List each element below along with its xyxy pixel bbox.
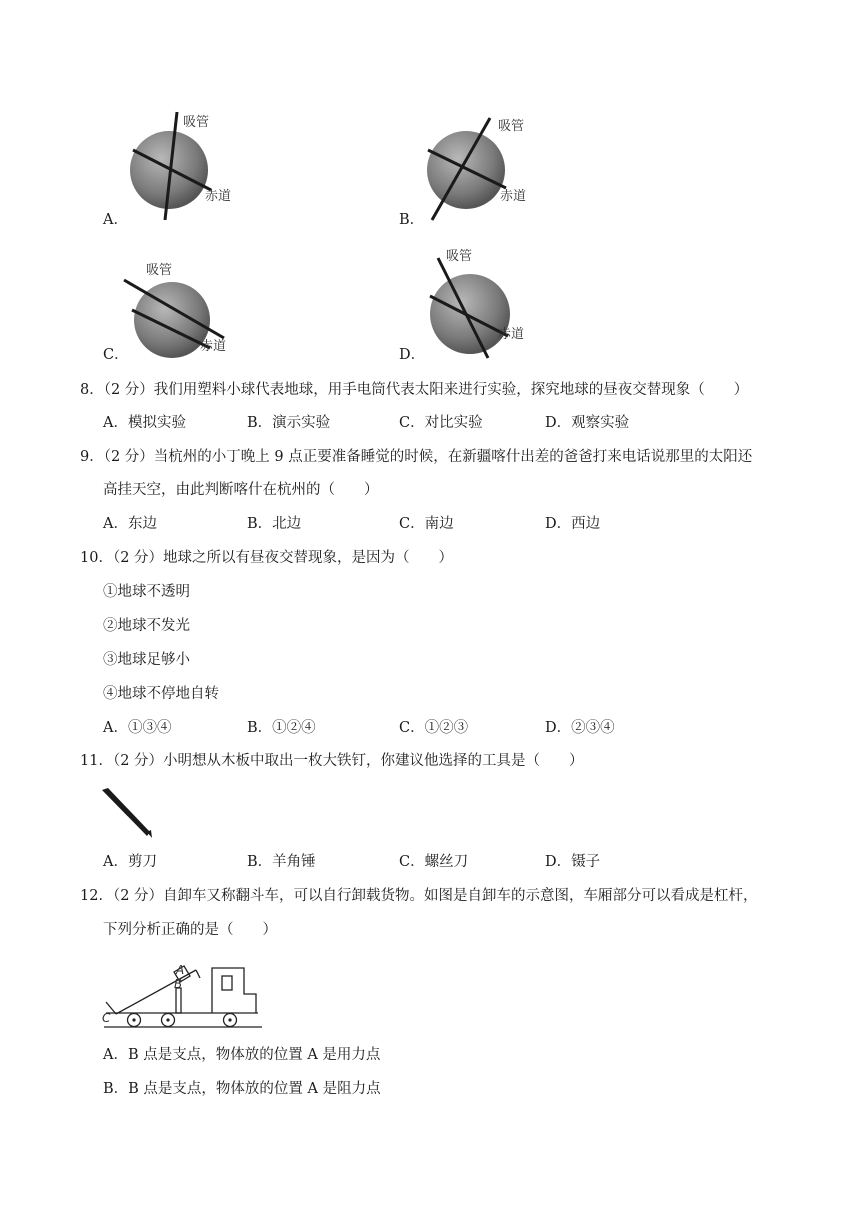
dump-truck-diagram bbox=[100, 950, 266, 1032]
question-stem-line2: 高挂天空，由此判断喀什在杭州的（ ） bbox=[103, 482, 379, 498]
wheel-hub bbox=[228, 1018, 231, 1021]
equator-label: 赤道 bbox=[500, 189, 527, 204]
globe-ball bbox=[430, 274, 510, 354]
option-b[interactable]: B．演示实验 bbox=[247, 415, 331, 431]
option-a[interactable]: A．B 点是支点，物体放的位置 A 是用力点 bbox=[103, 1047, 381, 1063]
figure-d-letter: D． bbox=[399, 347, 426, 363]
option-a[interactable]: A．①③④ bbox=[103, 720, 172, 736]
option-d[interactable]: D．镊子 bbox=[545, 854, 601, 870]
option-a[interactable]: A．模拟实验 bbox=[103, 415, 186, 431]
option-b[interactable]: B．①②④ bbox=[247, 720, 316, 736]
statement-item: ②地球不发光 bbox=[103, 618, 190, 634]
figure-b-letter: B． bbox=[399, 212, 425, 228]
straw-label: 吸管 bbox=[183, 115, 210, 130]
equator-label: 赤道 bbox=[498, 327, 525, 342]
figure-d-globe bbox=[420, 244, 550, 360]
option-c[interactable]: C．南边 bbox=[399, 516, 454, 532]
option-a[interactable]: A．剪刀 bbox=[103, 854, 157, 870]
option-b[interactable]: B．羊角锤 bbox=[247, 854, 316, 870]
statement-item: ③地球足够小 bbox=[103, 652, 190, 668]
option-b[interactable]: B．B 点是支点，物体放的位置 A 是阻力点 bbox=[103, 1081, 381, 1097]
figure-c-globe bbox=[120, 258, 250, 358]
option-c[interactable]: C．螺丝刀 bbox=[399, 854, 469, 870]
question-stem-line2: 下列分析正确的是（ ） bbox=[103, 922, 277, 938]
question-stem: 10．（2 分）地球之所以有昼夜交替现象，是因为（ ） bbox=[80, 550, 454, 566]
statement-item: ④地球不停地自转 bbox=[103, 686, 219, 702]
question-stem-line1: 12．（2 分）自卸车又称翻斗车，可以自行卸载货物。如图是自卸车的示意图，车厢部分可以看成是杠杆， bbox=[80, 888, 758, 904]
question-stem: 8．（2 分）我们用塑料小球代表地球，用手电筒代表太阳来进行实验，探究地球的昼夜交替现象（ ） bbox=[80, 382, 749, 398]
wheel-hub bbox=[166, 1018, 169, 1021]
figure-c-letter: C． bbox=[103, 347, 129, 363]
equator-label: 赤道 bbox=[205, 189, 232, 204]
cab-window bbox=[222, 976, 232, 990]
point-c-label: C bbox=[102, 1011, 111, 1025]
point-a-label: A bbox=[176, 963, 185, 977]
question-stem: 11．（2 分）小明想从木板中取出一枚大铁钉，你建议他选择的工具是（ ） bbox=[80, 753, 584, 769]
option-d[interactable]: D．②③④ bbox=[545, 720, 615, 736]
bed-front bbox=[196, 970, 200, 978]
nail-shaft bbox=[102, 788, 150, 836]
equator-label: 赤道 bbox=[200, 339, 227, 354]
option-b[interactable]: B．北边 bbox=[247, 516, 302, 532]
option-d[interactable]: D．西边 bbox=[545, 516, 601, 532]
option-a[interactable]: A．东边 bbox=[103, 516, 157, 532]
option-c[interactable]: C．对比实验 bbox=[399, 415, 483, 431]
option-d[interactable]: D．观察实验 bbox=[545, 415, 630, 431]
straw-label: 吸管 bbox=[146, 263, 173, 278]
nail-image bbox=[100, 786, 160, 840]
figure-a-globe bbox=[125, 108, 255, 228]
straw-label: 吸管 bbox=[498, 119, 525, 134]
hydraulic-support bbox=[176, 988, 181, 1013]
question-stem-line1: 9．（2 分）当杭州的小丁晚上 9 点正要准备睡觉的时候，在新疆喀什出差的爸爸打来电话说那里的太阳还 bbox=[80, 449, 753, 465]
figure-a-letter: A． bbox=[103, 212, 128, 228]
point-b-label: B bbox=[174, 977, 183, 991]
figure-b-globe bbox=[420, 108, 550, 228]
truck-cab bbox=[212, 968, 256, 1013]
statement-item: ①地球不透明 bbox=[103, 584, 190, 600]
wheel-hub bbox=[132, 1018, 135, 1021]
option-c[interactable]: C．①②③ bbox=[399, 720, 469, 736]
straw-label: 吸管 bbox=[446, 249, 473, 264]
